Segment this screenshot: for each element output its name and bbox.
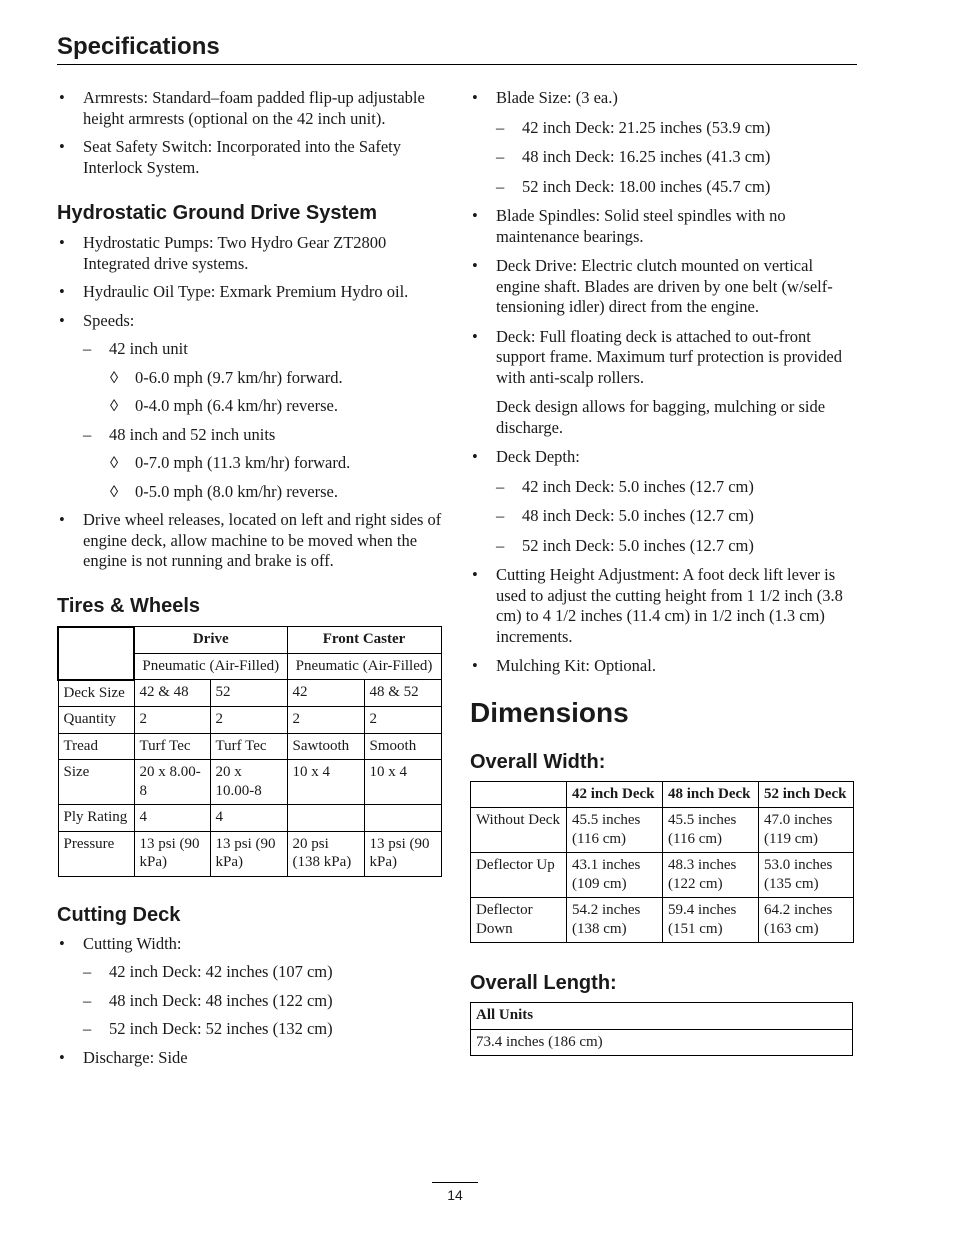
drive-type-cell: Pneumatic (Air-Filled) [134,653,287,680]
blade48-item: – 48 inch Deck: 16.25 inches (41.3 cm) [470,147,857,168]
table-row [58,733,441,760]
col-header: 48 inch Deck [663,781,759,808]
width48-item: – 48 inch Deck: 48 inches (122 cm) [57,991,442,1012]
table-cell: 42 & 48 [134,680,210,707]
page-number: 14 [447,1187,463,1203]
tires-heading: Tires & Wheels [57,594,201,617]
overall-width-heading: Overall Width: [470,750,606,773]
deck-drive-item: • Deck Drive: Electric clutch mounted on vertical engine shaft. Blades are driven by one belt (w/self-tensioning idler) direct from the engine. [470,256,857,318]
table-cell: 45.5 inches (116 cm) [567,808,663,853]
seat-safety-item: • Seat Safety Switch: Incorporated into the Safety Interlock System. [57,137,442,178]
table-cell: 48 & 52 [364,680,441,707]
row-label: Size [58,760,134,805]
right-column [470,88,857,1056]
table-cell: 54.2 inches (138 cm) [567,898,663,943]
table-cell: 45.5 inches (116 cm) [663,808,759,853]
table-cell: 20 psi (138 kPa) [287,831,364,876]
table-cell: 20 x 10.00-8 [210,760,287,805]
table-cell: 52 [210,680,287,707]
row-label: Tread [58,733,134,760]
table-cell: 4 [134,805,210,832]
table-row [58,627,441,654]
width52-item: – 52 inch Deck: 52 inches (132 cm) [57,1019,442,1040]
table-row [471,808,854,853]
page-title: Specifications [57,33,220,60]
depth52-item: – 52 inch Deck: 5.0 inches (12.7 cm) [470,536,857,557]
oil-item: • Hydraulic Oil Type: Exmark Premium Hydro oil. [57,282,442,303]
caster-type-cell: Pneumatic (Air-Filled) [287,653,441,680]
table-row [471,781,854,808]
table-cell: 2 [364,707,441,734]
width-table [470,781,854,944]
depth48-item: – 48 inch Deck: 5.0 inches (12.7 cm) [470,506,857,527]
unit42-item: – 42 inch unit [57,339,442,360]
table-cell: 10 x 4 [287,760,364,805]
unit4852-reverse: ◊ 0-5.0 mph (8.0 km/hr) reverse. [57,482,442,503]
hydro-heading: Hydrostatic Ground Drive System [57,202,378,224]
table-cell: 64.2 inches (163 cm) [759,898,854,943]
table-cell: 42 [287,680,364,707]
table-row [58,805,441,832]
cutting-list [57,934,442,1069]
col-header: 52 inch Deck [759,781,854,808]
tires-table [57,626,442,877]
width42-item: – 42 inch Deck: 42 inches (107 cm) [57,962,442,983]
table-cell: Smooth [364,733,441,760]
table-corner-cell [471,781,567,808]
front-caster-header: Front Caster [287,627,441,654]
title-rule [57,64,857,65]
armrests-item: • Armrests: Standard–foam padded flip-up adjustable height armrests (optional on the 42 inch unit). [57,88,442,129]
table-cell: Turf Tec [134,733,210,760]
table-cell: Sawtooth [287,733,364,760]
row-label: Quantity [58,707,134,734]
row-label: Deflector Up [471,853,567,898]
page-number-rule [432,1182,478,1183]
spindles-item: • Blade Spindles: Solid steel spindles with no maintenance bearings. [470,206,857,247]
unit4852-forward: ◊ 0-7.0 mph (11.3 km/hr) forward. [57,453,442,474]
row-label: Ply Rating [58,805,134,832]
table-cell [287,805,364,832]
table-row [58,680,441,707]
table-row [471,1029,853,1056]
dimensions-heading: Dimensions [470,696,629,728]
table-cell: 13 psi (90 kPa) [364,831,441,876]
table-cell: 53.0 inches (135 cm) [759,853,854,898]
discharge-item: • Discharge: Side [57,1048,442,1069]
table-cell: 20 x 8.00-8 [134,760,210,805]
unit42-reverse: ◊ 0-4.0 mph (6.4 km/hr) reverse. [57,396,442,417]
table-cell: 48.3 inches (122 cm) [663,853,759,898]
table-cell: 59.4 inches (151 cm) [663,898,759,943]
row-label: Deflector Down [471,898,567,943]
drive-header: Drive [134,627,287,654]
table-cell: 43.1 inches (109 cm) [567,853,663,898]
table-cell: 13 psi (90 kPa) [210,831,287,876]
pumps-item: • Hydrostatic Pumps: Two Hydro Gear ZT2800 Integrated drive systems. [57,233,442,274]
cutting-height-item: • Cutting Height Adjustment: A foot deck lift lever is used to adjust the cutting height from 1 1/2 inch (3.8 cm) to 4 1/2 inches (11.4 cm) in 1/2 inch (1.3 cm) increments. [470,565,857,647]
deck-item: • Deck: Full floating deck is attached to out-front support frame. Maximum turf protection is provided with anti-scalp rollers. [470,327,857,389]
table-row [58,760,441,805]
deck-design-para: Deck design allows for bagging, mulching or side discharge. [496,397,826,437]
table-row [471,898,854,943]
table-cell: 47.0 inches (119 cm) [759,808,854,853]
table-cell: 4 [210,805,287,832]
table-row [58,831,441,876]
all-units-header: All Units [471,1003,853,1030]
speeds-item: • Speeds: [57,311,442,332]
depth42-item: – 42 inch Deck: 5.0 inches (12.7 cm) [470,477,857,498]
unit42-forward: ◊ 0-6.0 mph (9.7 km/hr) forward. [57,368,442,389]
table-cell [364,805,441,832]
intro-list [57,88,442,178]
table-row [58,707,441,734]
table-cell: 2 [134,707,210,734]
drive-releases-item: • Drive wheel releases, located on left and right sides of engine deck, allow machine to be moved when the engine is not running and brake is off. [57,510,442,572]
table-row [471,853,854,898]
overall-length-heading: Overall Length: [470,972,617,994]
table-cell: Turf Tec [210,733,287,760]
blade52-item: – 52 inch Deck: 18.00 inches (45.7 cm) [470,177,857,198]
table-cell: 2 [287,707,364,734]
unit4852-item: – 48 inch and 52 inch units [57,425,442,446]
length-value-cell: 73.4 inches (186 cm) [471,1029,853,1056]
blade42-item: – 42 inch Deck: 21.25 inches (53.9 cm) [470,118,857,139]
cutting-width-item: • Cutting Width: [57,934,442,955]
row-label: Without Deck [471,808,567,853]
blade-list [470,88,857,677]
table-cell: 13 psi (90 kPa) [134,831,210,876]
col-header: 42 inch Deck [567,781,663,808]
mulching-item: • Mulching Kit: Optional. [470,656,857,677]
cutting-heading: Cutting Deck [57,903,181,926]
table-cell: 2 [210,707,287,734]
table-cell: 10 x 4 [364,760,441,805]
blade-size-item: • Blade Size: (3 ea.) [470,88,857,109]
table-row [471,1003,853,1030]
table-corner-cell [58,627,134,680]
row-label: Deck Size [58,680,134,707]
left-column [57,88,442,1076]
length-table [470,1002,853,1056]
hydro-list [57,233,442,572]
row-label: Pressure [58,831,134,876]
deck-depth-item: • Deck Depth: [470,447,857,468]
